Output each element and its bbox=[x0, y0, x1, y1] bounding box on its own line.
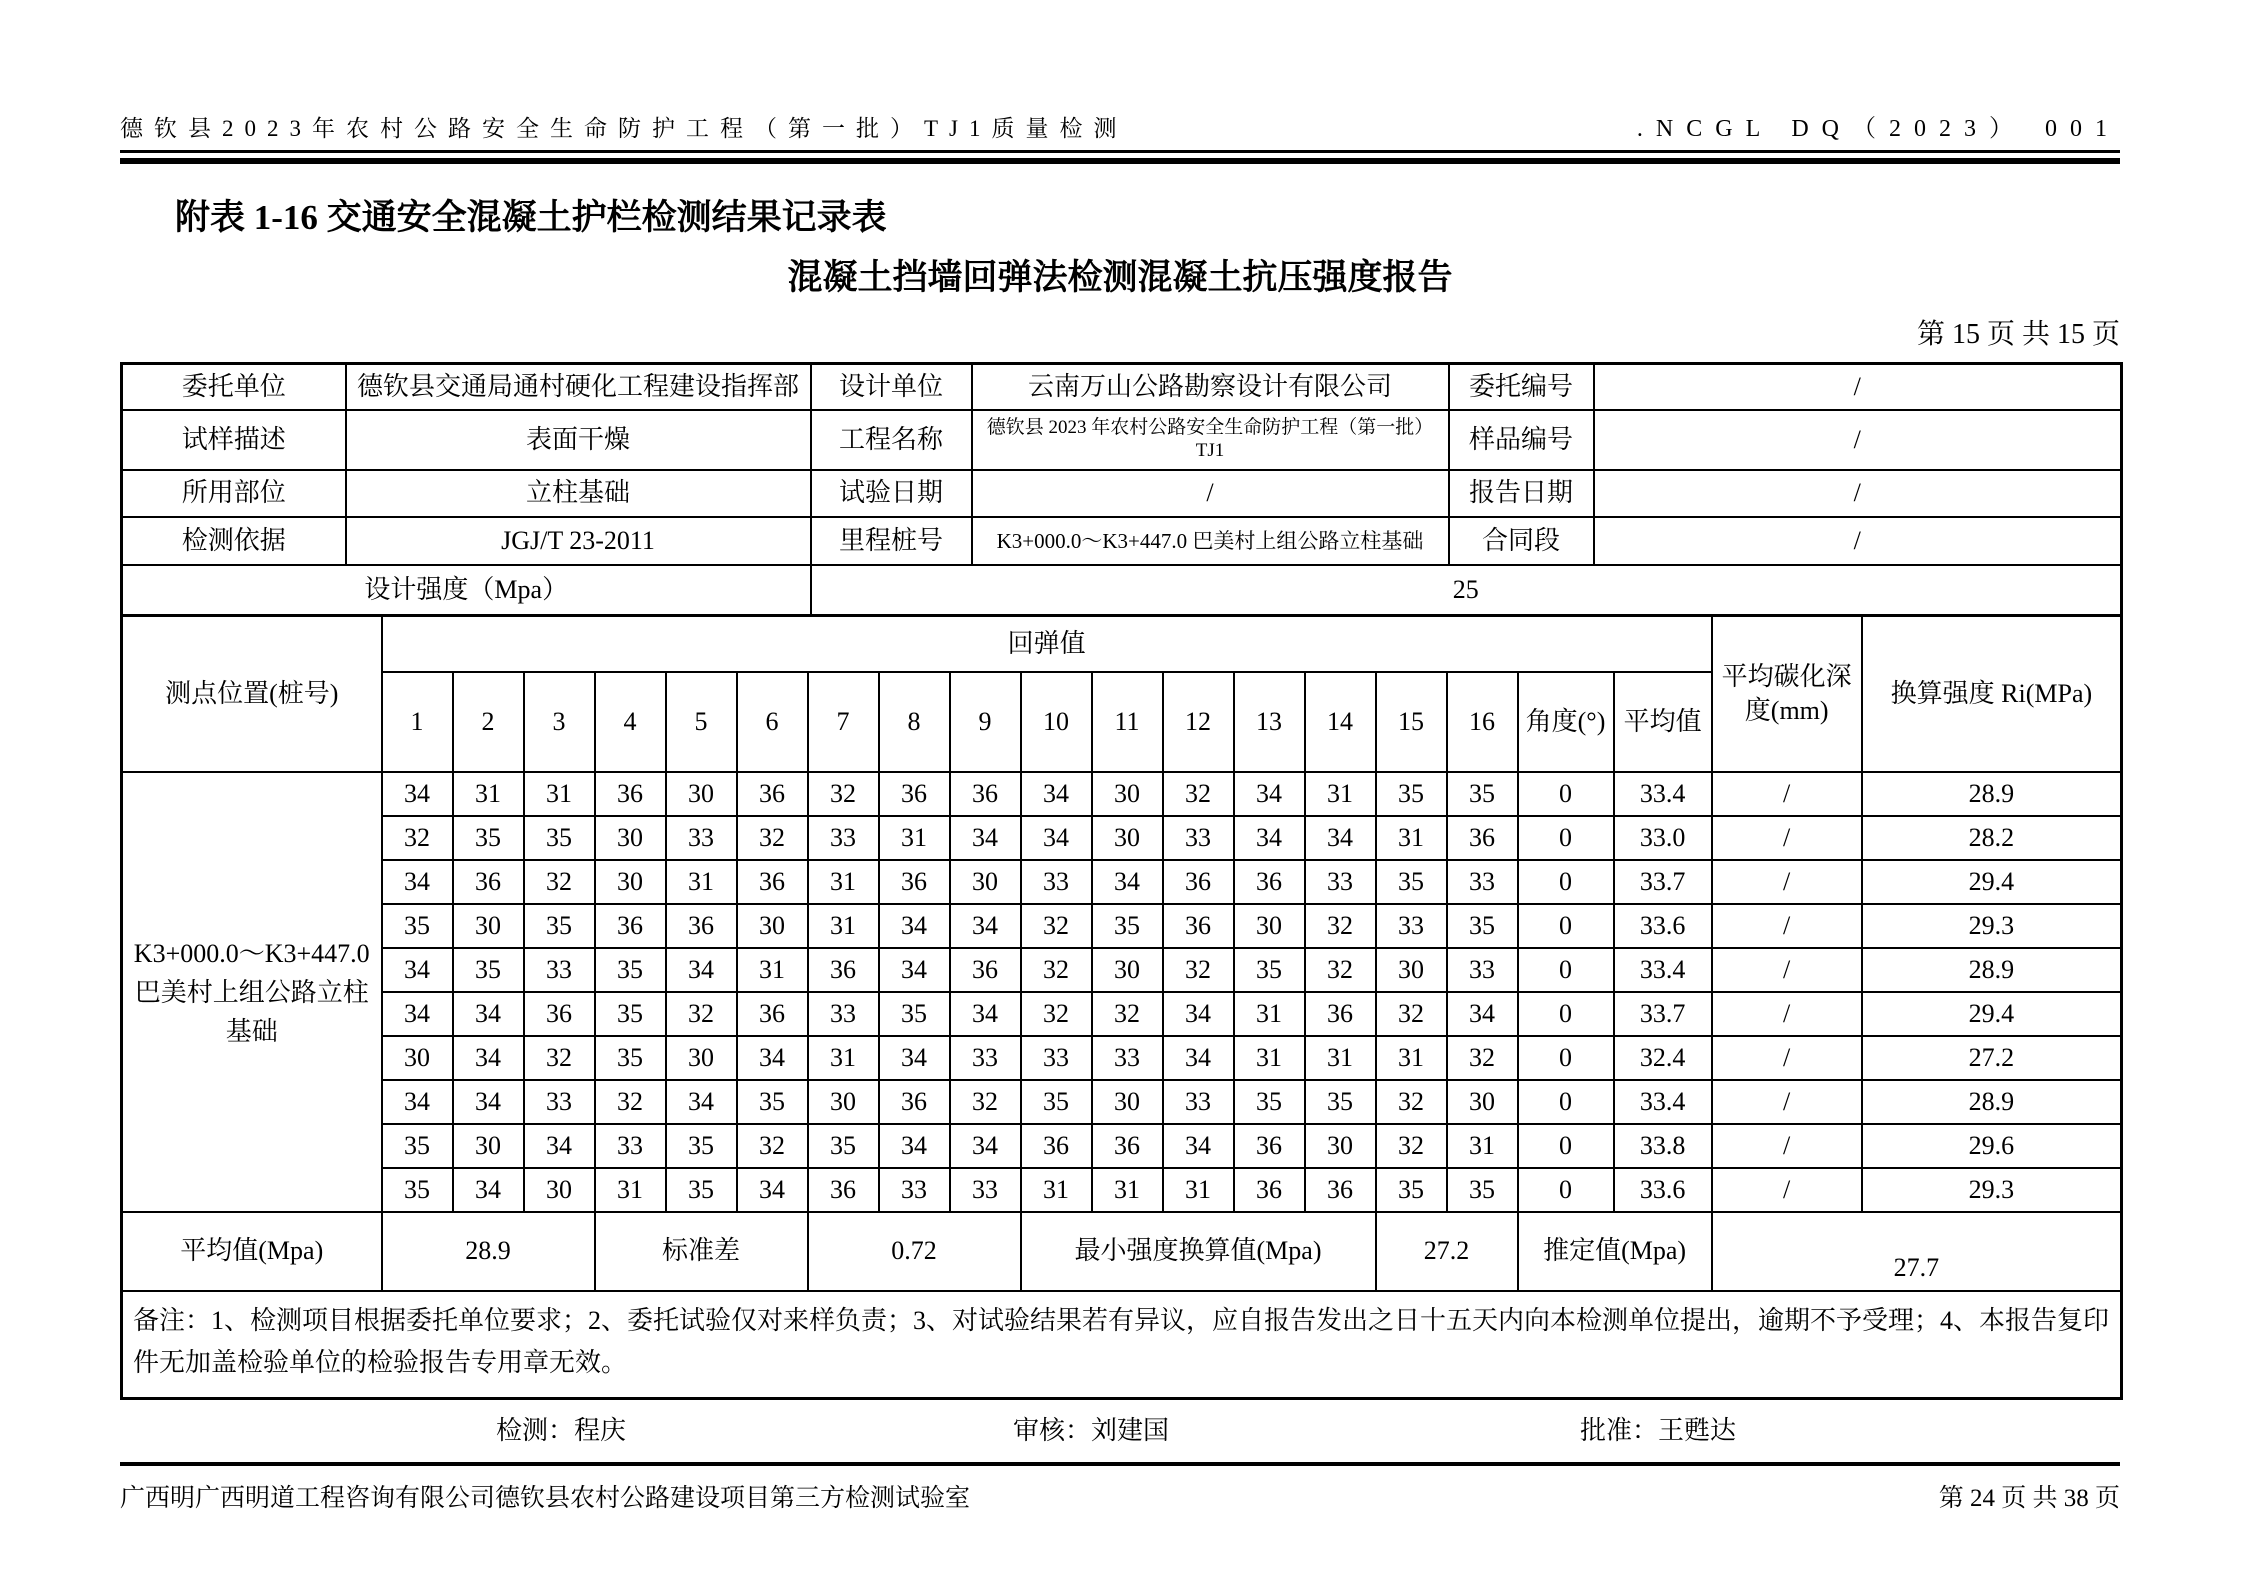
rebound-value: 35 bbox=[524, 904, 595, 948]
summary-row bbox=[122, 1212, 2122, 1291]
running-header-right: .NCGL DQ（2023） 001 bbox=[1636, 116, 2120, 142]
angle-value: 0 bbox=[1518, 1080, 1614, 1124]
rebound-value: 33 bbox=[808, 992, 879, 1036]
rebound-value: 32 bbox=[1021, 948, 1092, 992]
mean-value: 33.4 bbox=[1614, 1080, 1712, 1124]
footer-page-number: 第 24 页 共 38 页 bbox=[1938, 1485, 2120, 1512]
rebound-value: 34 bbox=[879, 948, 950, 992]
part-value: 立柱基础 bbox=[346, 470, 811, 517]
header-double-rule bbox=[120, 150, 2120, 164]
design-strength-value: 25 bbox=[811, 565, 2122, 616]
rebound-col-header-8: 8 bbox=[879, 672, 950, 772]
rebound-value: 34 bbox=[666, 948, 737, 992]
summary-min-label: 最小强度换算值(Mpa) bbox=[1021, 1212, 1376, 1291]
rebound-value: 31 bbox=[1447, 1124, 1518, 1168]
rebound-col-header-5: 5 bbox=[666, 672, 737, 772]
angle-value: 0 bbox=[1518, 1036, 1614, 1080]
rebound-value: 34 bbox=[524, 1124, 595, 1168]
angle-value: 0 bbox=[1518, 772, 1614, 816]
rebound-value: 35 bbox=[666, 1168, 737, 1212]
rebound-value: 32 bbox=[1305, 948, 1376, 992]
rebound-value: 32 bbox=[1163, 772, 1234, 816]
rebound-value: 32 bbox=[950, 1080, 1021, 1124]
rebound-value: 35 bbox=[595, 948, 666, 992]
signature-approver: 批准：王甦达 bbox=[1580, 1416, 1737, 1446]
rebound-value: 36 bbox=[737, 860, 808, 904]
rebound-value: 33 bbox=[1163, 1080, 1234, 1124]
rebound-value: 34 bbox=[879, 1036, 950, 1080]
rebound-value: 36 bbox=[1305, 1168, 1376, 1212]
rebound-value: 31 bbox=[1305, 772, 1376, 816]
rebound-value: 34 bbox=[950, 904, 1021, 948]
rebound-value: 34 bbox=[453, 1036, 524, 1080]
rebound-value: 30 bbox=[737, 904, 808, 948]
rebound-value: 33 bbox=[1447, 948, 1518, 992]
rebound-value: 35 bbox=[1376, 1168, 1447, 1212]
rebound-value: 33 bbox=[808, 816, 879, 860]
carbonation-value: / bbox=[1712, 1036, 1862, 1080]
rebound-value: 30 bbox=[666, 772, 737, 816]
rebound-value: 32 bbox=[524, 860, 595, 904]
rebound-value: 32 bbox=[737, 816, 808, 860]
rebound-col-header-3: 3 bbox=[524, 672, 595, 772]
rebound-col-header-2: 2 bbox=[453, 672, 524, 772]
results-table bbox=[120, 614, 2123, 1400]
rebound-value: 35 bbox=[382, 1124, 453, 1168]
mean-value: 33.6 bbox=[1614, 1168, 1712, 1212]
rebound-value: 30 bbox=[950, 860, 1021, 904]
rebound-value: 35 bbox=[595, 1036, 666, 1080]
strength-value: 28.9 bbox=[1862, 948, 2122, 992]
signature-row bbox=[120, 1404, 2120, 1450]
data-row-8 bbox=[122, 1080, 2122, 1124]
rebound-value: 34 bbox=[950, 992, 1021, 1036]
mean-value: 33.4 bbox=[1614, 948, 1712, 992]
rebound-value: 34 bbox=[382, 1080, 453, 1124]
rebound-value: 32 bbox=[595, 1080, 666, 1124]
strength-value: 28.2 bbox=[1862, 816, 2122, 860]
rebound-value: 31 bbox=[1163, 1168, 1234, 1212]
angle-header: 角度(°) bbox=[1518, 672, 1614, 772]
rebound-value: 36 bbox=[808, 948, 879, 992]
rebound-value: 33 bbox=[524, 1080, 595, 1124]
rebound-value: 34 bbox=[1234, 772, 1305, 816]
rebound-value: 36 bbox=[950, 948, 1021, 992]
carbonation-value: / bbox=[1712, 904, 1862, 948]
rebound-col-header-12: 12 bbox=[1163, 672, 1234, 772]
rebound-value: 31 bbox=[737, 948, 808, 992]
rebound-value: 33 bbox=[1021, 860, 1092, 904]
rebound-col-header-14: 14 bbox=[1305, 672, 1376, 772]
rebound-col-header-16: 16 bbox=[1447, 672, 1518, 772]
basis-label: 检测依据 bbox=[122, 517, 346, 565]
carbonation-value: / bbox=[1712, 948, 1862, 992]
strength-value: 29.6 bbox=[1862, 1124, 2122, 1168]
rebound-col-header-1: 1 bbox=[382, 672, 453, 772]
part-label: 所用部位 bbox=[122, 470, 346, 517]
data-row-9 bbox=[122, 1124, 2122, 1168]
data-row-7 bbox=[122, 1036, 2122, 1080]
rebound-value: 32 bbox=[1163, 948, 1234, 992]
rebound-value: 34 bbox=[1305, 816, 1376, 860]
rebound-value: 35 bbox=[453, 948, 524, 992]
test-date-label: 试验日期 bbox=[811, 470, 972, 517]
report-date-label: 报告日期 bbox=[1449, 470, 1594, 517]
rebound-value: 35 bbox=[595, 992, 666, 1036]
carbonation-header: 平均碳化深度(mm) bbox=[1712, 616, 1862, 773]
project-value: 德钦县 2023 年农村公路安全生命防护工程（第一批）TJ1 bbox=[972, 410, 1449, 470]
rebound-value: 34 bbox=[879, 1124, 950, 1168]
rebound-value: 31 bbox=[595, 1168, 666, 1212]
rebound-value: 36 bbox=[524, 992, 595, 1036]
rebound-value: 35 bbox=[453, 816, 524, 860]
rebound-value: 32 bbox=[524, 1036, 595, 1080]
rebound-value: 32 bbox=[808, 772, 879, 816]
rebound-value: 30 bbox=[453, 904, 524, 948]
angle-value: 0 bbox=[1518, 1168, 1614, 1212]
rebound-header: 回弹值 bbox=[382, 616, 1712, 673]
strength-value: 28.9 bbox=[1862, 772, 2122, 816]
rebound-value: 35 bbox=[1021, 1080, 1092, 1124]
data-row-4 bbox=[122, 904, 2122, 948]
summary-mean-value: 28.9 bbox=[382, 1212, 595, 1291]
rebound-value: 36 bbox=[453, 860, 524, 904]
rebound-value: 30 bbox=[595, 816, 666, 860]
strength-value: 29.4 bbox=[1862, 860, 2122, 904]
rebound-value: 31 bbox=[1021, 1168, 1092, 1212]
rebound-value: 33 bbox=[524, 948, 595, 992]
rebound-value: 35 bbox=[1376, 772, 1447, 816]
strength-header: 换算强度 Ri(MPa) bbox=[1862, 616, 2122, 773]
rebound-value: 33 bbox=[1021, 1036, 1092, 1080]
rebound-value: 33 bbox=[1376, 904, 1447, 948]
rebound-col-header-15: 15 bbox=[1376, 672, 1447, 772]
angle-value: 0 bbox=[1518, 860, 1614, 904]
position-header: 测点位置(桩号) bbox=[122, 616, 382, 773]
rebound-value: 34 bbox=[382, 860, 453, 904]
rebound-value: 36 bbox=[1163, 904, 1234, 948]
table-header-row-1 bbox=[122, 616, 2122, 673]
angle-value: 0 bbox=[1518, 992, 1614, 1036]
rebound-value: 31 bbox=[879, 816, 950, 860]
info-row-2 bbox=[122, 410, 2122, 470]
data-row-10 bbox=[122, 1168, 2122, 1212]
summary-std-label: 标准差 bbox=[595, 1212, 808, 1291]
test-date-value: / bbox=[972, 470, 1449, 517]
contract-label: 合同段 bbox=[1449, 517, 1594, 565]
rebound-value: 30 bbox=[1092, 1080, 1163, 1124]
rebound-value: 33 bbox=[950, 1036, 1021, 1080]
rebound-value: 35 bbox=[1305, 1080, 1376, 1124]
rebound-value: 34 bbox=[453, 992, 524, 1036]
rebound-value: 30 bbox=[1305, 1124, 1376, 1168]
rebound-value: 36 bbox=[879, 1080, 950, 1124]
rebound-value: 35 bbox=[808, 1124, 879, 1168]
page-footer bbox=[120, 1462, 2120, 1514]
designer-label: 设计单位 bbox=[811, 364, 972, 411]
rebound-value: 31 bbox=[524, 772, 595, 816]
rebound-value: 31 bbox=[1376, 1036, 1447, 1080]
rebound-value: 33 bbox=[950, 1168, 1021, 1212]
rebound-value: 36 bbox=[1092, 1124, 1163, 1168]
rebound-value: 34 bbox=[879, 904, 950, 948]
rebound-value: 36 bbox=[1234, 860, 1305, 904]
rebound-value: 36 bbox=[879, 860, 950, 904]
report-date-value: / bbox=[1594, 470, 2122, 517]
rebound-value: 36 bbox=[1163, 860, 1234, 904]
rebound-col-header-6: 6 bbox=[737, 672, 808, 772]
rebound-col-header-13: 13 bbox=[1234, 672, 1305, 772]
rebound-value: 36 bbox=[1234, 1124, 1305, 1168]
design-strength-label: 设计强度（Mpa） bbox=[122, 565, 811, 616]
rebound-value: 35 bbox=[382, 904, 453, 948]
info-row-5 bbox=[122, 565, 2122, 616]
rebound-value: 31 bbox=[1376, 816, 1447, 860]
rebound-value: 36 bbox=[1305, 992, 1376, 1036]
summary-mean-label: 平均值(Mpa) bbox=[122, 1212, 382, 1291]
sample-no-value: / bbox=[1594, 410, 2122, 470]
rebound-value: 35 bbox=[1447, 904, 1518, 948]
rebound-value: 35 bbox=[382, 1168, 453, 1212]
document-content bbox=[120, 0, 2120, 1450]
rebound-value: 34 bbox=[1163, 1036, 1234, 1080]
rebound-value: 31 bbox=[808, 1036, 879, 1080]
rebound-value: 30 bbox=[1447, 1080, 1518, 1124]
rebound-value: 33 bbox=[1305, 860, 1376, 904]
rebound-value: 34 bbox=[1163, 1124, 1234, 1168]
rebound-value: 36 bbox=[737, 772, 808, 816]
mean-value: 32.4 bbox=[1614, 1036, 1712, 1080]
rebound-value: 36 bbox=[1447, 816, 1518, 860]
rebound-value: 35 bbox=[524, 816, 595, 860]
strength-value: 29.4 bbox=[1862, 992, 2122, 1036]
rebound-value: 30 bbox=[1092, 772, 1163, 816]
rebound-value: 34 bbox=[950, 1124, 1021, 1168]
rebound-value: 36 bbox=[666, 904, 737, 948]
rebound-value: 30 bbox=[595, 860, 666, 904]
strength-value: 28.9 bbox=[1862, 1080, 2122, 1124]
stake-value: K3+000.0～K3+447.0 巴美村上组公路立柱基础 bbox=[972, 517, 1449, 565]
mean-value: 33.8 bbox=[1614, 1124, 1712, 1168]
rebound-value: 35 bbox=[1234, 1080, 1305, 1124]
rebound-value: 32 bbox=[666, 992, 737, 1036]
page-title: 附表 1-16 交通安全混凝土护栏检测结果记录表 bbox=[175, 198, 887, 237]
rebound-value: 31 bbox=[1234, 992, 1305, 1036]
rebound-value: 31 bbox=[666, 860, 737, 904]
commission-no-value: / bbox=[1594, 364, 2122, 411]
rebound-value: 32 bbox=[382, 816, 453, 860]
rebound-value: 32 bbox=[737, 1124, 808, 1168]
mean-value: 33.6 bbox=[1614, 904, 1712, 948]
rebound-value: 32 bbox=[1376, 992, 1447, 1036]
info-row-3 bbox=[122, 470, 2122, 517]
angle-value: 0 bbox=[1518, 904, 1614, 948]
rebound-value: 33 bbox=[879, 1168, 950, 1212]
rebound-col-header-7: 7 bbox=[808, 672, 879, 772]
rebound-value: 32 bbox=[1447, 1036, 1518, 1080]
data-row-1 bbox=[122, 772, 2122, 816]
carbonation-value: / bbox=[1712, 860, 1862, 904]
report-subtitle: 混凝土挡墙回弹法检测混凝土抗压强度报告 bbox=[787, 258, 1453, 297]
rebound-value: 30 bbox=[382, 1036, 453, 1080]
rebound-value: 35 bbox=[1447, 772, 1518, 816]
rebound-value: 32 bbox=[1376, 1124, 1447, 1168]
footer-lab-name: 广西明广西明道工程咨询有限公司德钦县农村公路建设项目第三方检测试验室 bbox=[120, 1485, 971, 1512]
strength-value: 29.3 bbox=[1862, 904, 2122, 948]
rebound-value: 34 bbox=[1021, 772, 1092, 816]
carbonation-value: / bbox=[1712, 772, 1862, 816]
rebound-value: 31 bbox=[1092, 1168, 1163, 1212]
rebound-value: 33 bbox=[1163, 816, 1234, 860]
data-row-2 bbox=[122, 816, 2122, 860]
rebound-value: 36 bbox=[808, 1168, 879, 1212]
rebound-value: 30 bbox=[1092, 948, 1163, 992]
rebound-value: 33 bbox=[595, 1124, 666, 1168]
data-row-6 bbox=[122, 992, 2122, 1036]
rebound-value: 36 bbox=[879, 772, 950, 816]
summary-inferred-value: 27.7 bbox=[1712, 1212, 2122, 1291]
client-value: 德钦县交通局通村硬化工程建设指挥部 bbox=[346, 364, 811, 411]
summary-inferred-label: 推定值(Mpa) bbox=[1518, 1212, 1712, 1291]
rebound-value: 33 bbox=[666, 816, 737, 860]
rebound-value: 31 bbox=[1234, 1036, 1305, 1080]
rebound-value: 35 bbox=[737, 1080, 808, 1124]
rebound-col-header-4: 4 bbox=[595, 672, 666, 772]
strength-value: 27.2 bbox=[1862, 1036, 2122, 1080]
angle-value: 0 bbox=[1518, 816, 1614, 860]
carbonation-value: / bbox=[1712, 1168, 1862, 1212]
summary-std-value: 0.72 bbox=[808, 1212, 1021, 1291]
rebound-value: 35 bbox=[1376, 860, 1447, 904]
rebound-value: 31 bbox=[1305, 1036, 1376, 1080]
running-header bbox=[120, 0, 2120, 143]
rebound-value: 30 bbox=[1092, 816, 1163, 860]
position-cell: K3+000.0～K3+447.0 巴美村上组公路立柱基础 bbox=[122, 772, 382, 1212]
carbonation-value: / bbox=[1712, 1080, 1862, 1124]
rebound-col-header-9: 9 bbox=[950, 672, 1021, 772]
rebound-value: 36 bbox=[595, 904, 666, 948]
info-row-4 bbox=[122, 517, 2122, 565]
rebound-value: 35 bbox=[1092, 904, 1163, 948]
rebound-value: 34 bbox=[737, 1036, 808, 1080]
rebound-value: 33 bbox=[1092, 1036, 1163, 1080]
rebound-value: 36 bbox=[595, 772, 666, 816]
rebound-value: 31 bbox=[808, 904, 879, 948]
sample-no-label: 样品编号 bbox=[1449, 410, 1594, 470]
running-header-left: 德钦县2023年农村公路安全生命防护工程（第一批）TJ1质量检测 bbox=[120, 116, 1128, 141]
rebound-value: 36 bbox=[1234, 1168, 1305, 1212]
rebound-value: 30 bbox=[1234, 904, 1305, 948]
client-label: 委托单位 bbox=[122, 364, 346, 411]
rebound-value: 34 bbox=[382, 992, 453, 1036]
rebound-value: 36 bbox=[950, 772, 1021, 816]
data-row-3 bbox=[122, 860, 2122, 904]
angle-value: 0 bbox=[1518, 948, 1614, 992]
rebound-value: 30 bbox=[808, 1080, 879, 1124]
rebound-value: 32 bbox=[1305, 904, 1376, 948]
stake-label: 里程桩号 bbox=[811, 517, 972, 565]
rebound-value: 35 bbox=[1234, 948, 1305, 992]
rebound-value: 36 bbox=[1021, 1124, 1092, 1168]
rebound-value: 32 bbox=[1021, 992, 1092, 1036]
sample-desc-label: 试样描述 bbox=[122, 410, 346, 470]
signature-tester: 检测：程庆 bbox=[496, 1416, 627, 1446]
angle-value: 0 bbox=[1518, 1124, 1614, 1168]
rebound-value: 36 bbox=[737, 992, 808, 1036]
rebound-value: 34 bbox=[1021, 816, 1092, 860]
rebound-value: 34 bbox=[453, 1080, 524, 1124]
rebound-value: 32 bbox=[1021, 904, 1092, 948]
project-label: 工程名称 bbox=[811, 410, 972, 470]
rebound-value: 30 bbox=[666, 1036, 737, 1080]
rebound-value: 30 bbox=[524, 1168, 595, 1212]
carbonation-value: / bbox=[1712, 1124, 1862, 1168]
designer-value: 云南万山公路勘察设计有限公司 bbox=[972, 364, 1449, 411]
contract-value: / bbox=[1594, 517, 2122, 565]
rebound-value: 31 bbox=[808, 860, 879, 904]
signature-reviewer: 审核：刘建国 bbox=[1013, 1416, 1170, 1446]
notes-text: 备注：1、检测项目根据委托单位要求；2、委托试验仅对来样负责；3、对试验结果若有异议，应自报告发出之日十五天内向本检测单位提出，逾期不予受理；4、本报告复印件无加盖检验单位的检验报告专用章无效。 bbox=[122, 1291, 2122, 1399]
rebound-value: 34 bbox=[1163, 992, 1234, 1036]
mean-value: 33.7 bbox=[1614, 860, 1712, 904]
rebound-col-header-11: 11 bbox=[1092, 672, 1163, 772]
mean-value: 33.0 bbox=[1614, 816, 1712, 860]
rebound-value: 32 bbox=[1092, 992, 1163, 1036]
rebound-value: 34 bbox=[453, 1168, 524, 1212]
rebound-value: 34 bbox=[382, 948, 453, 992]
mean-value: 33.4 bbox=[1614, 772, 1712, 816]
rebound-value: 35 bbox=[666, 1124, 737, 1168]
carbonation-value: / bbox=[1712, 992, 1862, 1036]
rebound-value: 34 bbox=[1447, 992, 1518, 1036]
commission-no-label: 委托编号 bbox=[1449, 364, 1594, 411]
data-row-5 bbox=[122, 948, 2122, 992]
info-row-1 bbox=[122, 364, 2122, 411]
rebound-value: 34 bbox=[950, 816, 1021, 860]
sheet-page-note: 第 15 页 共 15 页 bbox=[1916, 319, 2120, 350]
strength-value: 29.3 bbox=[1862, 1168, 2122, 1212]
rebound-value: 30 bbox=[1376, 948, 1447, 992]
notes-row bbox=[122, 1291, 2122, 1399]
rebound-col-header-10: 10 bbox=[1021, 672, 1092, 772]
rebound-value: 35 bbox=[879, 992, 950, 1036]
carbonation-value: / bbox=[1712, 816, 1862, 860]
info-table bbox=[120, 362, 2123, 617]
rebound-value: 31 bbox=[453, 772, 524, 816]
basis-value: JGJ/T 23-2011 bbox=[346, 517, 811, 565]
rebound-value: 34 bbox=[1234, 816, 1305, 860]
rebound-value: 34 bbox=[382, 772, 453, 816]
rebound-value: 34 bbox=[737, 1168, 808, 1212]
rebound-value: 34 bbox=[666, 1080, 737, 1124]
rebound-value: 35 bbox=[1447, 1168, 1518, 1212]
mean-value: 33.7 bbox=[1614, 992, 1712, 1036]
rebound-value: 33 bbox=[1447, 860, 1518, 904]
sample-desc-value: 表面干燥 bbox=[346, 410, 811, 470]
summary-min-value: 27.2 bbox=[1376, 1212, 1518, 1291]
rebound-value: 30 bbox=[453, 1124, 524, 1168]
mean-header: 平均值 bbox=[1614, 672, 1712, 772]
rebound-value: 34 bbox=[1092, 860, 1163, 904]
rebound-value: 32 bbox=[1376, 1080, 1447, 1124]
